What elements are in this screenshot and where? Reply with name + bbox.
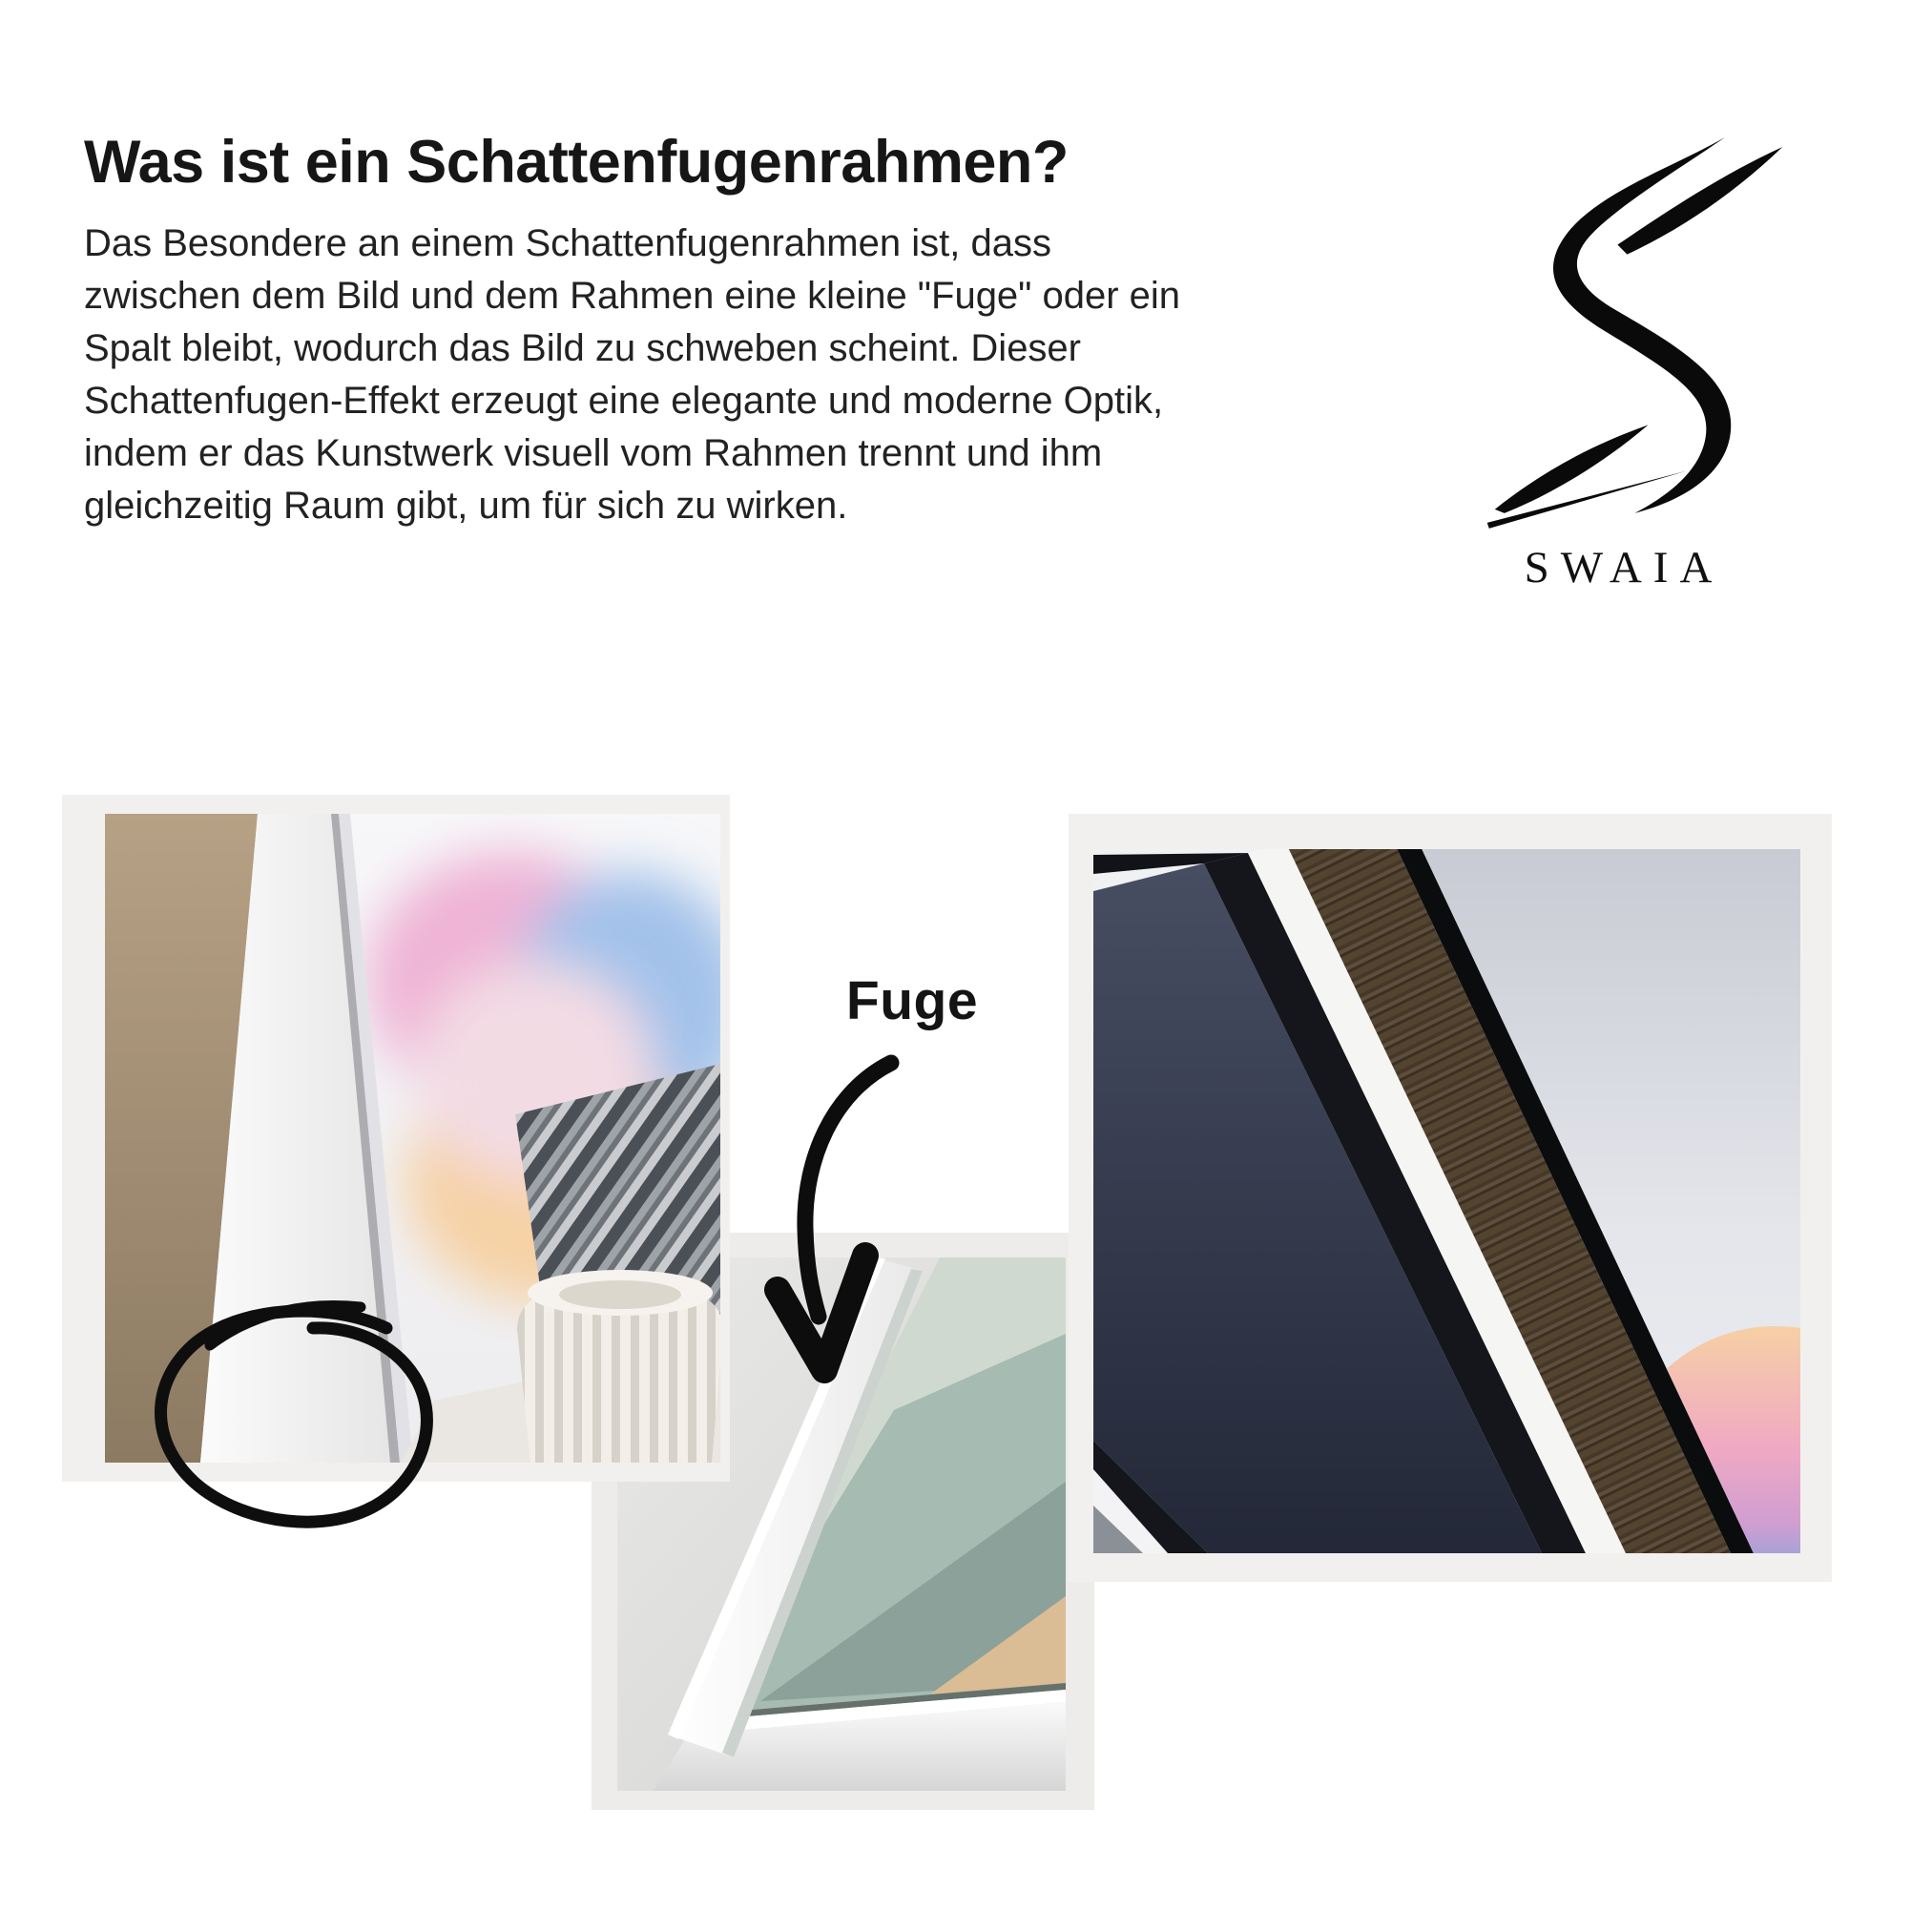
brand-logo [1469,124,1813,644]
stacked-frames-photo [1093,849,1800,1553]
photo-card-stacked-frames [1069,814,1832,1582]
highlight-circle-icon [143,1296,444,1548]
brand-s-icon [1482,132,1801,544]
brush-arrow-icon [746,1042,918,1390]
brand-logo-text: SWAIA [1524,543,1724,592]
fuge-label: Fuge [845,970,979,1031]
intro-paragraph: Das Besondere an einem Schattenfugenrahmen ist, dass zwischen dem Bild und dem Rahmen eine kleine "Fuge" oder ein Spalt bleibt, wodurch das Bild zu schweben scheint. Dieser Schattenfugen-Effekt erzeugt eine elegante und moderne Optik, indem er das Kunstwerk visuell vom Rahmen trennt und ihm gleichzeitig Raum gibt, um für sich zu wirken. [84,222,1181,527]
vase [517,1270,720,1463]
page-title: Was ist ein Schattenfugenrahmen? [84,129,1069,197]
